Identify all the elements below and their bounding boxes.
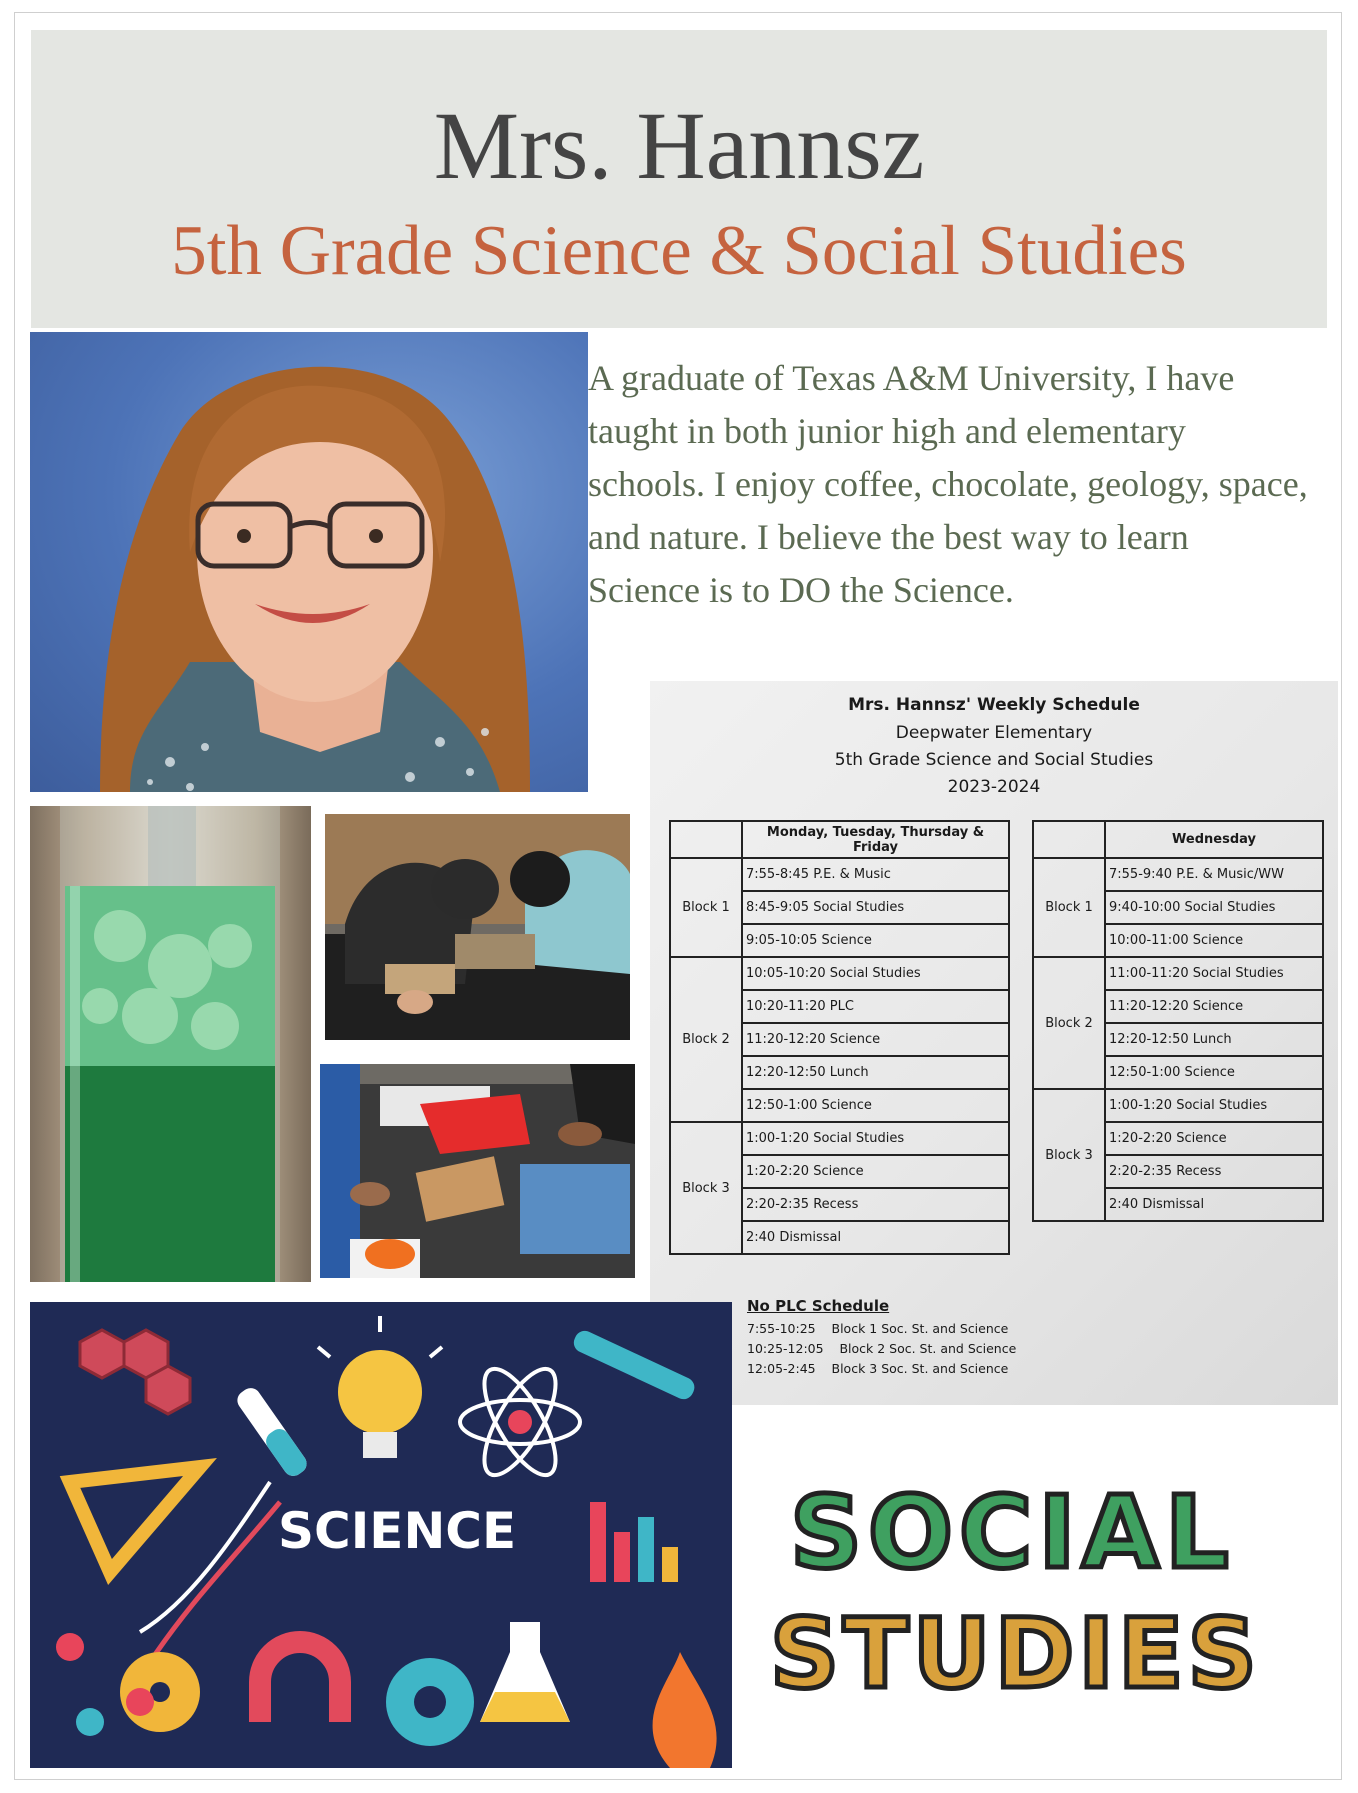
- schedule-row: 1:20-2:20 Science: [742, 1155, 1009, 1188]
- schedule-school: Deepwater Elementary: [895, 723, 1093, 743]
- no-plc-row: 12:05-2:45 Block 3 Soc. St. and Science: [747, 1361, 1009, 1376]
- schedule-table-mtthf: [669, 820, 1010, 1255]
- teacher-name: Mrs. Hannsz: [433, 92, 925, 199]
- science-illustration: [30, 1302, 732, 1768]
- schedule-row: 2:20-2:35 Recess: [742, 1188, 1009, 1221]
- schedule-year: 2023-2024: [947, 777, 1041, 797]
- block-label: Block 2: [1033, 957, 1105, 1089]
- schedule-row: 1:00-1:20 Social Studies: [1105, 1089, 1323, 1122]
- no-plc-schedule: [747, 1297, 1016, 1379]
- schedule-row: 9:40-10:00 Social Studies: [1105, 891, 1323, 924]
- logo-line1: SOCIAL: [790, 1474, 1235, 1591]
- students-building-photo: [320, 1064, 635, 1278]
- schedule-row: 7:55-8:45 P.E. & Music: [742, 858, 1009, 891]
- green-liquid-cylinder-photo: [30, 806, 311, 1282]
- block-label: Block 2: [670, 957, 742, 1122]
- no-plc-row: 10:25-12:05 Block 2 Soc. St. and Science: [747, 1341, 1017, 1356]
- schedule-row: 8:45-9:05 Social Studies: [742, 891, 1009, 924]
- schedule-title: Mrs. Hannsz' Weekly Schedule: [848, 695, 1140, 715]
- teacher-portrait: [30, 332, 588, 792]
- science-label: SCIENCE: [278, 1502, 517, 1560]
- schedule-row: 2:40 Dismissal: [1105, 1188, 1323, 1221]
- schedule-row: 2:40 Dismissal: [742, 1221, 1009, 1254]
- schedule-row: 2:20-2:35 Recess: [1105, 1155, 1323, 1188]
- block-label: Block 1: [1033, 858, 1105, 957]
- block-label: Block 3: [670, 1122, 742, 1254]
- block-label: Block 3: [1033, 1089, 1105, 1221]
- schedule-row: 11:20-12:20 Science: [742, 1023, 1009, 1056]
- social-studies-logo: [750, 1462, 1330, 1712]
- weekly-schedule: [650, 681, 1338, 1405]
- schedule-course: 5th Grade Science and Social Studies: [834, 750, 1154, 770]
- schedule-row: 1:20-2:20 Science: [1105, 1122, 1323, 1155]
- logo-line2: STUDIES: [770, 1598, 1261, 1710]
- teacher-bio: A graduate of Texas A&M University, I have taught in both junior high and elementary schools. I enjoy coffee, chocolate, geology, space, and nature. I believe the best way to learn Science is to DO the Science.: [588, 358, 1308, 610]
- no-plc-heading: No PLC Schedule: [747, 1297, 890, 1315]
- no-plc-row: 7:55-10:25 Block 1 Soc. St. and Science: [747, 1321, 1009, 1336]
- block-label: Block 1: [670, 858, 742, 957]
- table-header: Wednesday: [1105, 821, 1323, 858]
- schedule-table-wednesday: [1032, 820, 1324, 1222]
- schedule-row: 10:05-10:20 Social Studies: [742, 957, 1009, 990]
- students-experiment-photo: [325, 814, 630, 1040]
- schedule-row: 12:50-1:00 Science: [742, 1089, 1009, 1122]
- schedule-row: 11:20-12:20 Science: [1105, 990, 1323, 1023]
- schedule-row: 12:20-12:50 Lunch: [1105, 1023, 1323, 1056]
- course-title: 5th Grade Science & Social Studies: [171, 212, 1187, 290]
- schedule-row: 11:00-11:20 Social Studies: [1105, 957, 1323, 990]
- schedule-row: 10:20-11:20 PLC: [742, 990, 1009, 1023]
- schedule-row: 1:00-1:20 Social Studies: [742, 1122, 1009, 1155]
- schedule-row: 12:50-1:00 Science: [1105, 1056, 1323, 1089]
- table-header: Monday, Tuesday, Thursday & Friday: [742, 821, 1009, 858]
- schedule-row: 7:55-9:40 P.E. & Music/WW: [1105, 858, 1323, 891]
- schedule-row: 10:00-11:00 Science: [1105, 924, 1323, 957]
- schedule-row: 12:20-12:50 Lunch: [742, 1056, 1009, 1089]
- schedule-row: 9:05-10:05 Science: [742, 924, 1009, 957]
- header-banner: [31, 30, 1327, 328]
